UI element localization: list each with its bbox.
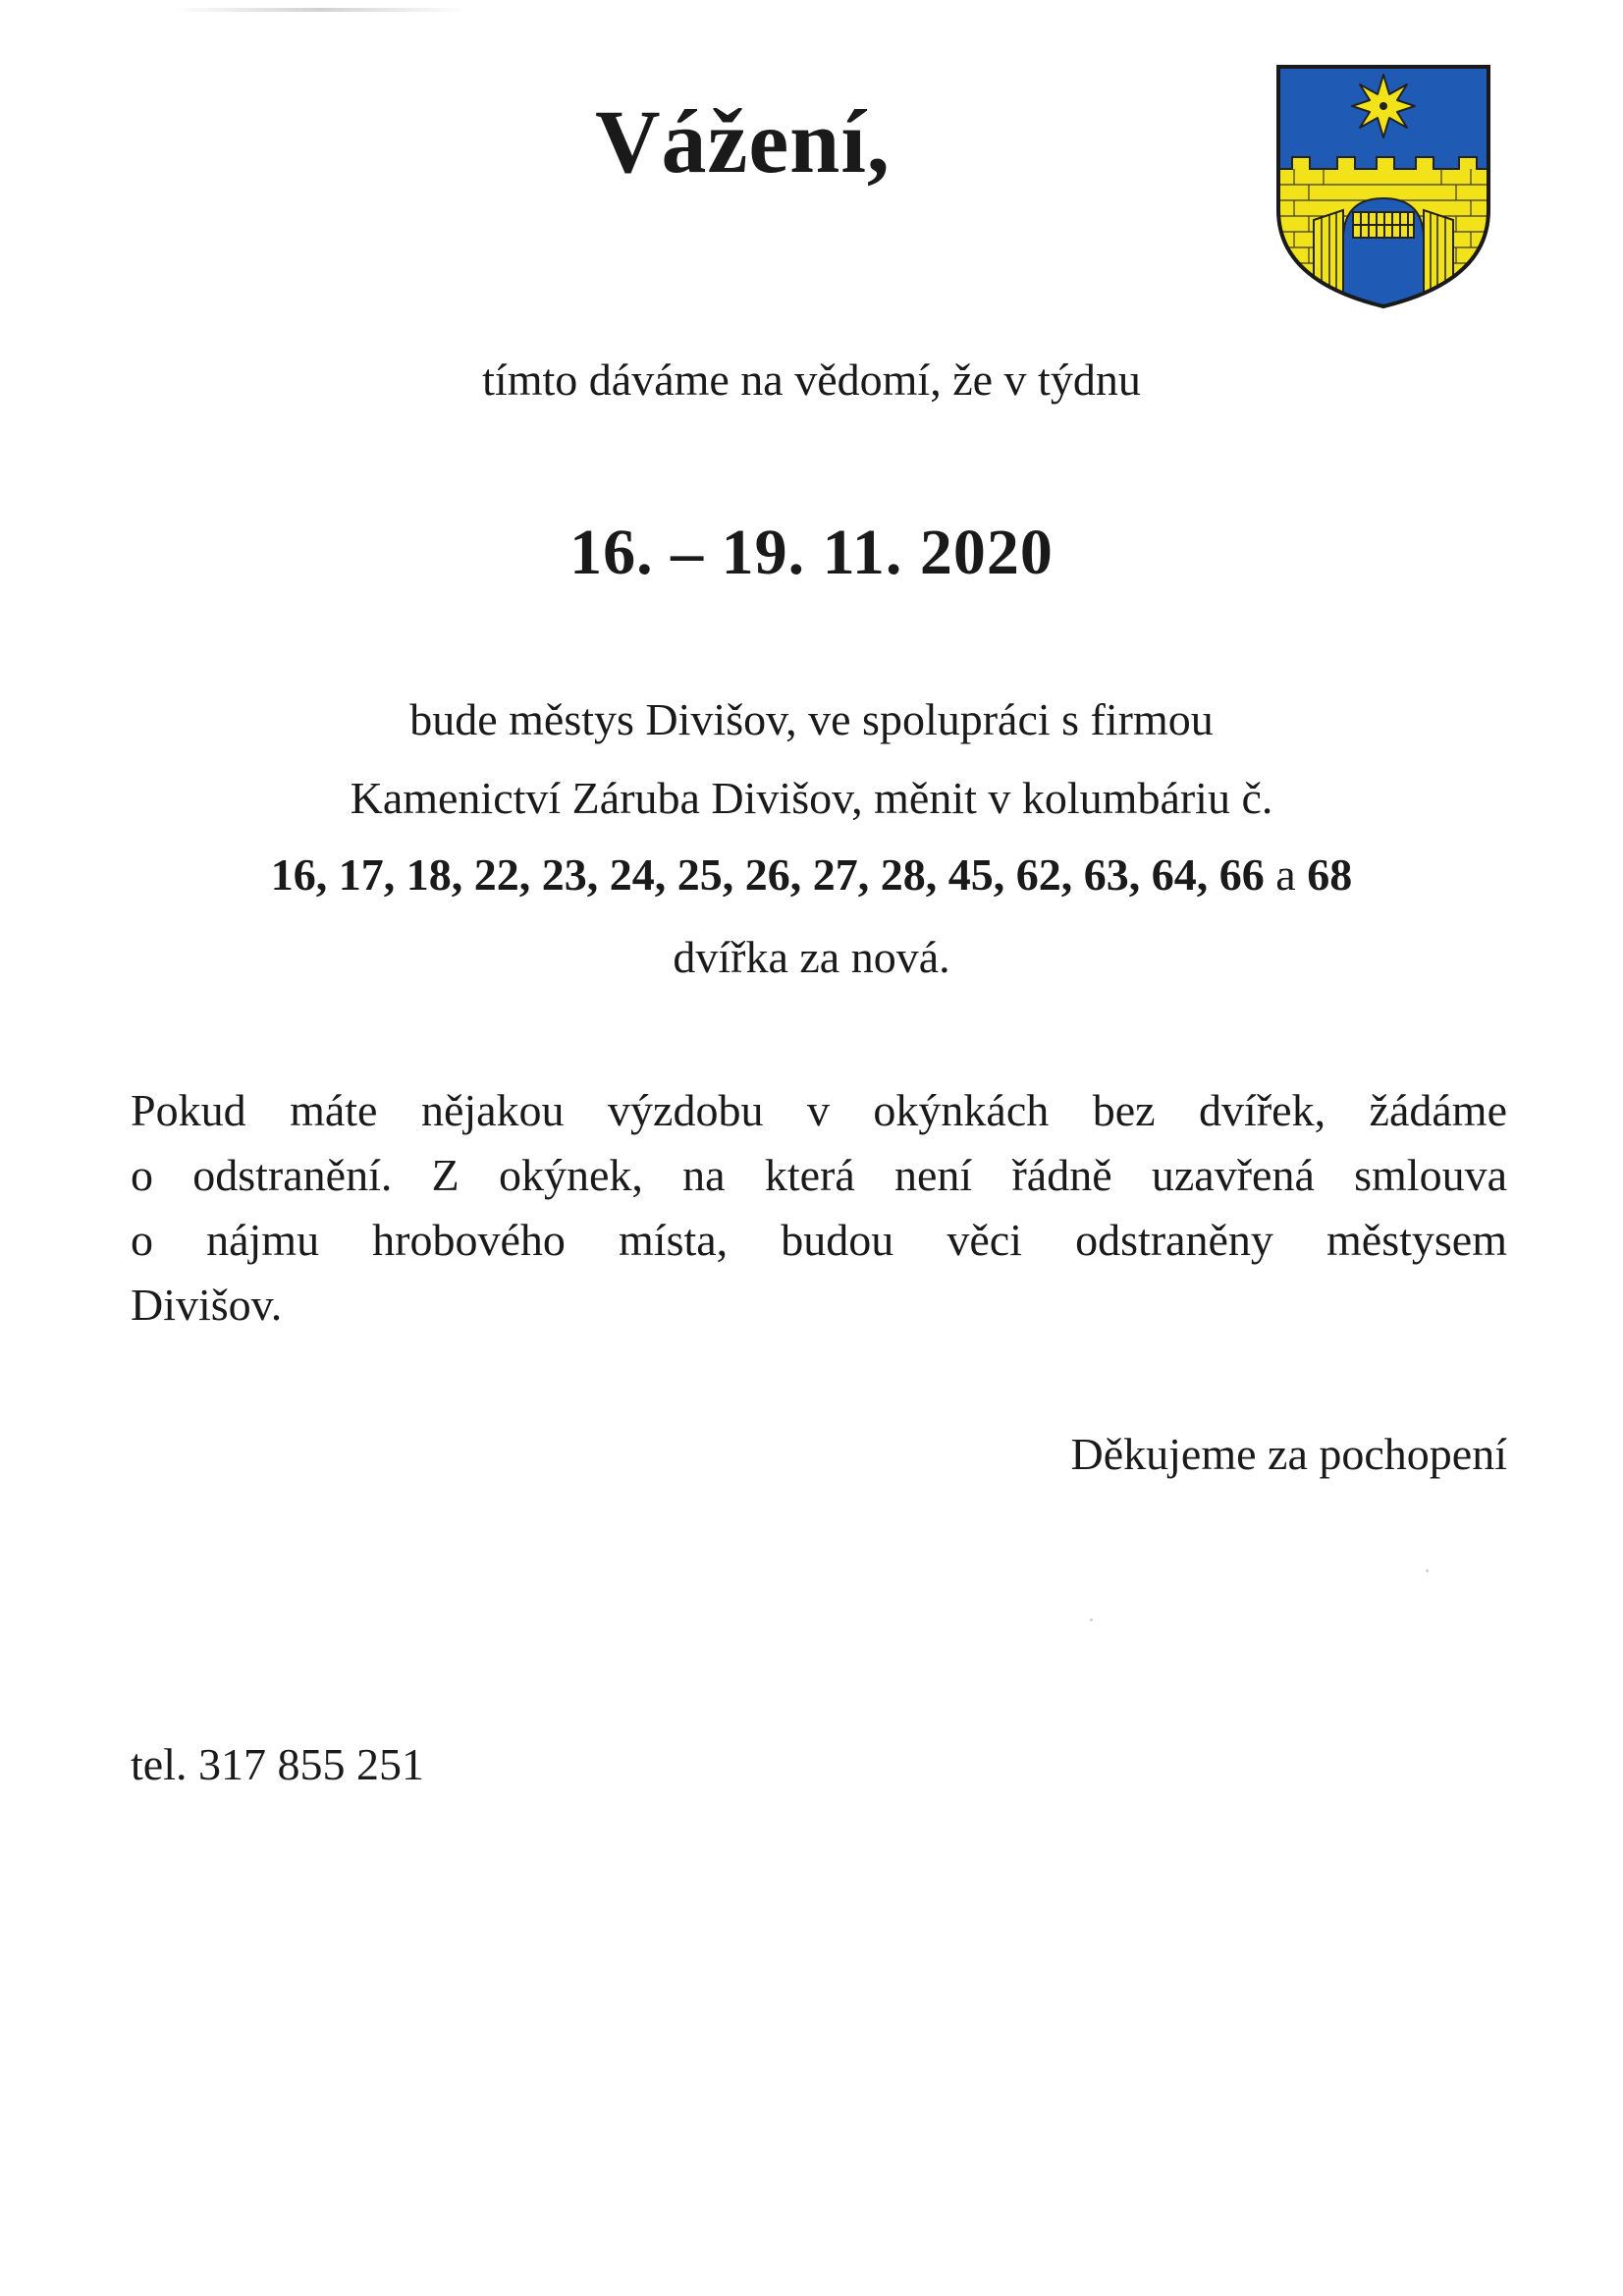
coat-of-arms-icon: [1274, 63, 1492, 310]
scan-artifact: [172, 8, 466, 12]
niche-last: 68: [1307, 849, 1353, 900]
paragraph-line: o odstranění. Z okýnek, na která není řádně uzavřená smlouva: [131, 1150, 1507, 1200]
scan-speck: [1090, 1618, 1093, 1621]
niche-conjunction: a: [1275, 849, 1296, 900]
paragraph-line: o nájmu hrobového místa, budou věci odstraněny městysem: [131, 1215, 1507, 1265]
thanks-line: Děkujeme za pochopení: [1070, 1429, 1507, 1479]
phone-number: tel. 317 855 251: [131, 1739, 424, 1789]
paragraph-line: Pokud máte nějakou výzdobu v okýnkách bez dvířek, žádáme: [131, 1085, 1507, 1135]
notice-title: Vážení,: [595, 91, 891, 191]
paragraph-line: Divišov.: [131, 1280, 283, 1330]
niche-numbers: 16, 17, 18, 22, 23, 24, 25, 26, 27, 28, 45, 62, 63, 64, 66: [270, 849, 1265, 900]
intro-line: tímto dáváme na vědomí, že v týdnu: [482, 355, 1141, 405]
body-line-1: bude městys Divišov, ve spolupráci s firmou: [409, 694, 1214, 744]
request-paragraph: [131, 1078, 1507, 1338]
scan-speck: [1426, 1569, 1429, 1572]
niche-numbers-line: [0, 849, 1623, 900]
date-range: 16. – 19. 11. 2020: [569, 517, 1054, 588]
body-line-2: Kamenictví Záruba Divišov, měnit v kolumbáriu č.: [350, 773, 1273, 823]
body-line-4: dvířka za nová.: [673, 932, 950, 982]
